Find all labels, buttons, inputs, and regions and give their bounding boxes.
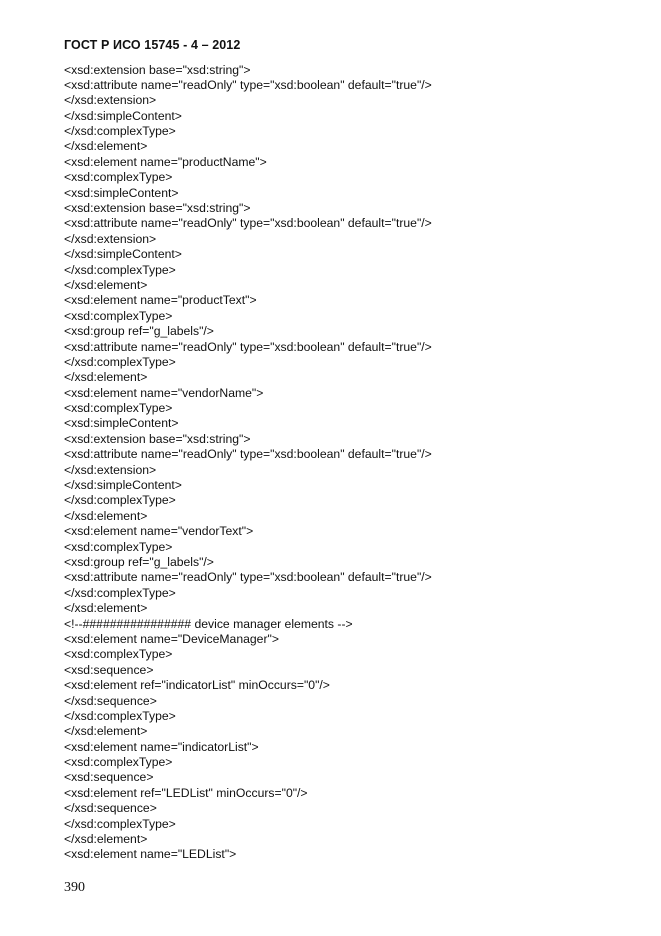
- code-line: <xsd:element name="productName">: [64, 154, 267, 169]
- code-line: <xsd:attribute name="readOnly" type="xsd:boolean" default="true"/>: [64, 216, 432, 231]
- code-line: <xsd:element name="DeviceManager">: [64, 631, 279, 646]
- code-line: <xsd:extension base="xsd:string">: [64, 201, 251, 216]
- code-line: </xsd:extension>: [64, 93, 157, 108]
- code-line: </xsd:sequence>: [64, 801, 157, 816]
- code-line: <xsd:element ref="indicatorList" minOccurs="0"/>: [64, 678, 330, 693]
- code-line: </xsd:element>: [64, 277, 148, 292]
- code-line: </xsd:complexType>: [64, 354, 176, 369]
- code-line: <xsd:sequence>: [64, 662, 154, 677]
- code-line: </xsd:element>: [64, 724, 148, 739]
- code-line: </xsd:element>: [64, 601, 148, 616]
- document-header: ГОСТ Р ИСО 15745 - 4 – 2012: [64, 38, 241, 52]
- code-line: <xsd:attribute name="readOnly" type="xsd:boolean" default="true"/>: [64, 570, 432, 585]
- code-line: <xsd:complexType>: [64, 308, 173, 323]
- code-line: </xsd:simpleContent>: [64, 108, 182, 123]
- page-number: 390: [64, 880, 85, 895]
- code-line: <xsd:element name="productText">: [64, 293, 257, 308]
- code-line: <xsd:element name="indicatorList">: [64, 739, 259, 754]
- code-line: </xsd:complexType>: [64, 708, 176, 723]
- code-line: <xsd:attribute name="readOnly" type="xsd:boolean" default="true"/>: [64, 77, 432, 92]
- code-line: </xsd:element>: [64, 508, 148, 523]
- code-line: </xsd:complexType>: [64, 124, 176, 139]
- code-line: <xsd:simpleContent>: [64, 416, 179, 431]
- code-line: <xsd:sequence>: [64, 770, 154, 785]
- code-line: </xsd:sequence>: [64, 693, 157, 708]
- code-line: </xsd:complexType>: [64, 585, 176, 600]
- code-line: <xsd:group ref="g_labels"/>: [64, 324, 214, 339]
- code-line: </xsd:simpleContent>: [64, 247, 182, 262]
- code-line: <xsd:attribute name="readOnly" type="xsd:boolean" default="true"/>: [64, 339, 432, 354]
- code-line: <xsd:complexType>: [64, 401, 173, 416]
- code-line: <xsd:attribute name="readOnly" type="xsd:boolean" default="true"/>: [64, 447, 432, 462]
- code-line: </xsd:element>: [64, 832, 148, 847]
- code-line: </xsd:extension>: [64, 462, 157, 477]
- code-line: </xsd:complexType>: [64, 262, 176, 277]
- code-line: <xsd:complexType>: [64, 647, 173, 662]
- code-line: <xsd:element name="vendorText">: [64, 524, 254, 539]
- code-line: </xsd:element>: [64, 139, 148, 154]
- code-line: <xsd:element name="LEDList">: [64, 847, 237, 862]
- code-line: <xsd:complexType>: [64, 755, 173, 770]
- code-line: <xsd:simpleContent>: [64, 185, 179, 200]
- code-line: </xsd:extension>: [64, 231, 157, 246]
- code-line: <xsd:group ref="g_labels"/>: [64, 555, 214, 569]
- xml-schema-code-block: [64, 63, 432, 863]
- code-line: </xsd:simpleContent>: [64, 478, 182, 493]
- code-line: <xsd:extension base="xsd:string">: [64, 62, 251, 77]
- code-line: </xsd:complexType>: [64, 816, 176, 831]
- code-line: <xsd:complexType>: [64, 539, 173, 554]
- code-line: </xsd:complexType>: [64, 493, 176, 508]
- code-line: <!--################ device manager elements -->: [64, 616, 353, 631]
- code-line: </xsd:element>: [64, 370, 148, 385]
- code-line: <xsd:element name="vendorName">: [64, 385, 264, 400]
- code-line: <xsd:complexType>: [64, 170, 173, 185]
- code-line: <xsd:element ref="LEDList" minOccurs="0"/>: [64, 785, 308, 800]
- code-line: <xsd:extension base="xsd:string">: [64, 431, 251, 446]
